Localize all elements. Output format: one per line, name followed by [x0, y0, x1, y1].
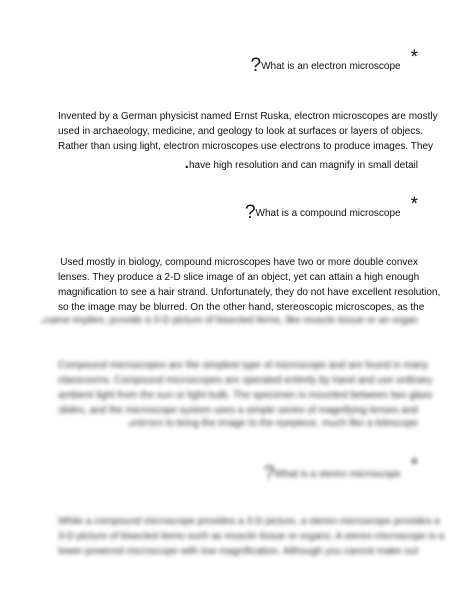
paragraph-line: Rather than using light, electron microscopes use electrons to produce images. They	[58, 141, 434, 152]
paragraph-line: used in archaeology, medicine, and geology to look at surfaces or layers of objecs.	[58, 126, 424, 137]
paragraph-line: While a compound microscope provides a 3-D picture, a stereo microscope provides a	[58, 516, 440, 527]
paragraph-tail-line	[40, 310, 418, 327]
star-mark: *	[410, 47, 418, 68]
paragraph-compound-microscope	[58, 255, 441, 315]
tail-period: .	[40, 310, 46, 327]
star-mark: *	[410, 194, 418, 215]
paragraph-line: lenses. They produce a 2-D slice image of an object, yet can attain a high enough	[58, 272, 420, 283]
paragraph-line: Compound microscopes are the simplest type of microscope and are found in many	[58, 360, 429, 371]
paragraph-line: magnification to see a hair strand. Unfortunately, they do not have excellent resolution,	[58, 287, 441, 298]
paragraph-line: slides, and the microscope system uses a simple series of magnifying lenses and	[58, 405, 418, 416]
tail-period: .	[127, 413, 132, 430]
tail-text: have high resolution and can magnify in small detail	[188, 160, 418, 171]
heading-text: What is an electron microscope	[261, 61, 401, 72]
tail-text: name implies, provide a 3-D picture of bisected items, like muscle tissue or an organ	[45, 315, 418, 326]
heading-text: What is a compound microscope	[255, 208, 401, 219]
paragraph-line: 3-D picture of bisected items such as muscle tissue or organs. A stereo microscope is a	[58, 531, 445, 542]
paragraph-electron-microscope	[58, 109, 438, 154]
tail-period: .	[184, 155, 189, 172]
question-mark: ?	[250, 55, 262, 76]
question-mark: ?	[244, 202, 256, 223]
paragraph-line: so the image may be blurred. On the other hand, stereoscopic microscopes, as the	[58, 302, 425, 313]
paragraph-line: ambient light from the sun or light bulb. The specimen is mounted between two glass	[58, 390, 433, 401]
heading-compound-microscope	[244, 194, 418, 223]
question-mark: ?	[263, 463, 275, 484]
heading-stereo-microscope	[263, 455, 418, 484]
heading-electron-microscope	[250, 47, 419, 76]
paragraph-line: lower-powered microscope with low magnification. Although you cannot make out	[58, 546, 418, 557]
paragraph-tail-line	[127, 413, 418, 430]
paragraph-line: classrooms. Compound microscopes are operated entirely by hand and use ordinary	[58, 375, 433, 386]
paragraph-stereo-microscope	[58, 514, 445, 559]
paragraph-tail-line	[184, 155, 418, 172]
heading-text: What is a stereo microscope	[274, 469, 401, 480]
tail-text: mirrors to bring the image to the eyepiece, much like a telescope	[131, 418, 418, 429]
paragraph-compound-detail	[58, 358, 433, 418]
paragraph-line: Invented by a German physicist named Ernst Ruska, electron microscopes are mostly	[58, 111, 438, 122]
paragraph-line: Used mostly in biology, compound microscopes have two or more double convex	[60, 257, 418, 268]
star-mark: *	[410, 455, 418, 476]
